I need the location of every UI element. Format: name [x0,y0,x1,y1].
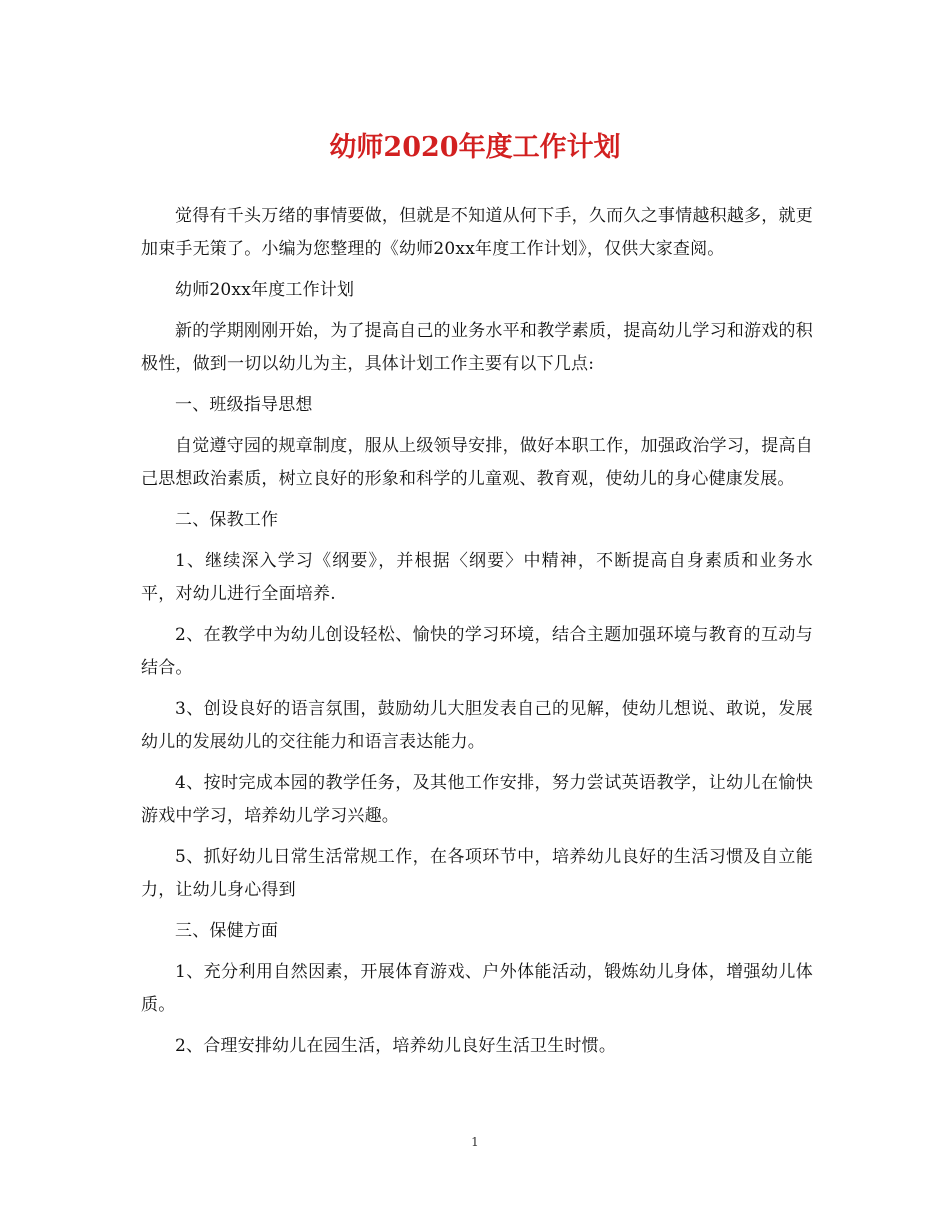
paragraph-intro: 觉得有千头万绪的事情要做，但就是不知道从何下手，久而久之事情越积越多，就更加束手无策了。小编为您整理的《幼师20xx年度工作计划》，仅供大家查阅。 [141,206,813,259]
paragraph-guiding-thought: 自觉遵守园的规章制度，服从上级领导安排，做好本职工作，加强政治学习，提高自己思想政治素质，树立良好的形象和科学的儿童观、教育观，使幼儿的身心健康发展。 [141,436,813,489]
page-number: 1 [471,1135,479,1149]
list-item-teaching-4: 4、按时完成本园的教学任务，及其他工作安排，努力尝试英语教学，让幼儿在愉快游戏中学习，培养幼儿学习兴趣。 [141,773,813,826]
list-item-health-1: 1、充分利用自然因素，开展体育游戏、户外体能活动，锻炼幼儿身体，增强幼儿体质。 [141,962,813,1015]
list-item-teaching-1: 1、继续深入学习《纲要》，并根据〈纲要〉中精神，不断提高自身素质和业务水平，对幼儿进行全面培养. [141,551,813,604]
list-item-teaching-5: 5、抓好幼儿日常生活常规工作，在各项环节中，培养幼儿良好的生活习惯及自立能力，让幼儿身心得到 [141,847,813,900]
section-heading-1: 一、班级指导思想 [175,395,313,415]
paragraph-overview: 新的学期刚刚开始，为了提高自己的业务水平和教学素质，提高幼儿学习和游戏的积极性，做到一切以幼儿为主，具体计划工作主要有以下几点: [141,321,813,374]
document-title: 幼师2020年度工作计划 [329,132,621,163]
section-heading-2: 二、保教工作 [175,510,279,530]
section-heading-3: 三、保健方面 [175,921,279,941]
list-item-teaching-3: 3、创设良好的语言氛围，鼓励幼儿大胆发表自己的见解，使幼儿想说、敢说，发展幼儿的发展幼儿的交往能力和语言表达能力。 [141,699,813,752]
paragraph-subtitle: 幼师20xx年度工作计划 [175,280,355,300]
list-item-health-2: 2、合理安排幼儿在园生活，培养幼儿良好生活卫生时惯。 [175,1036,617,1056]
list-item-teaching-2: 2、在教学中为幼儿创设轻松、愉快的学习环境，结合主题加强环境与教育的互动与结合。 [141,625,813,678]
document-body [141,200,813,1071]
